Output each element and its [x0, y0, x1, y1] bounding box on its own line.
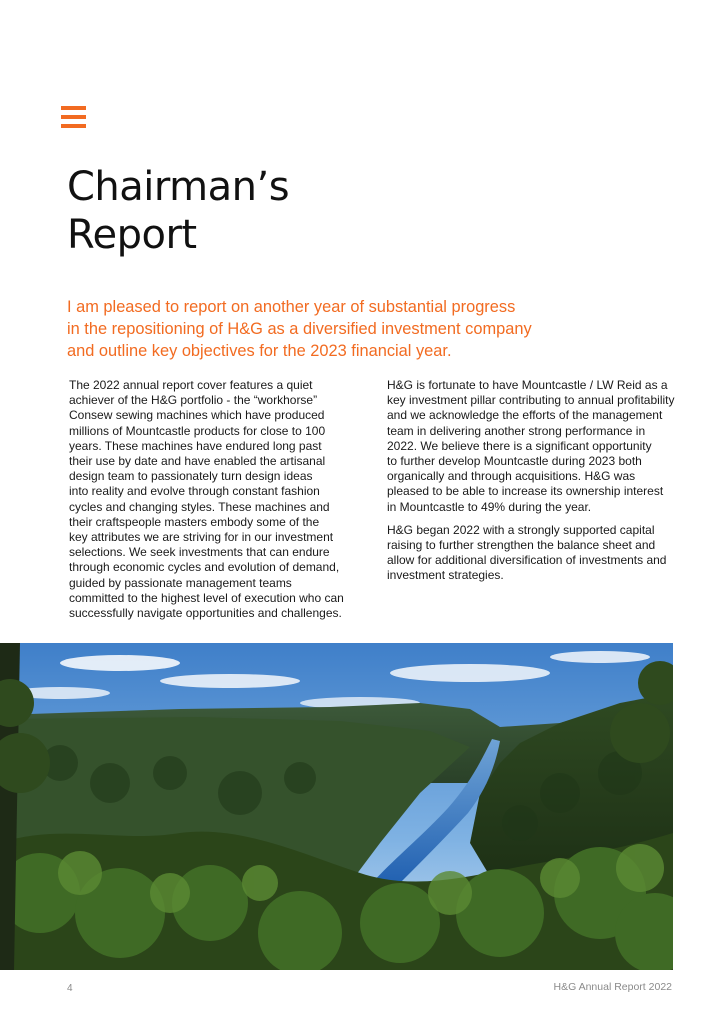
body-line: through economic cycles and evolution of demand,	[69, 560, 340, 575]
body-line: successfully navigate opportunities and challenges.	[69, 606, 342, 621]
body-line: selections. We seek investments that can endure	[69, 545, 330, 560]
left-column-text	[69, 378, 369, 621]
body-line: to further develop Mountcastle during 2023 both	[387, 454, 642, 469]
body-line: Consew sewing machines which have produced	[69, 408, 325, 423]
right-paragraph-2	[387, 523, 687, 584]
body-line: into reality and evolve through constant fashion	[69, 484, 320, 499]
body-line: years. These machines have endured long past	[69, 438, 322, 453]
hamburger-menu-icon[interactable]	[61, 106, 86, 128]
page-title	[67, 163, 467, 259]
right-paragraph-1	[387, 378, 687, 515]
intro-statement	[67, 296, 587, 362]
river-valley-photo	[0, 643, 673, 970]
body-line: The 2022 annual report cover features a quiet	[69, 378, 313, 392]
body-line: organically and through acquisitions. H&G was	[387, 469, 636, 484]
body-line: achiever of the H&G portfolio - the “workhorse”	[69, 393, 318, 408]
menu-bar	[61, 115, 86, 119]
body-line: millions of Mountcastle products for close to 100	[69, 423, 326, 438]
landscape-illustration	[0, 643, 673, 970]
intro-line: I am pleased to report on another year of substantial progress	[67, 298, 516, 316]
body-line: design team to passionately turn design ideas	[69, 469, 313, 484]
body-line: guided by passionate management teams	[69, 575, 292, 590]
body-line: cycles and changing styles. These machines and	[69, 499, 330, 514]
body-line: 2022. We believe there is a significant opportunity	[387, 438, 652, 453]
body-line: committed to the highest level of execution who can	[69, 590, 344, 605]
body-line: raising to further strengthen the balance sheet and	[387, 538, 656, 553]
body-line: their craftspeople masters embody some of the	[69, 514, 320, 529]
body-line: H&G began 2022 with a strongly supported capital	[387, 522, 655, 537]
body-line: in Mountcastle to 49% during the year.	[387, 499, 592, 514]
body-line: key attributes we are striving for in our investment	[69, 530, 334, 545]
menu-bar	[61, 124, 86, 128]
body-line: allow for additional diversification of investments and	[387, 553, 667, 568]
body-line: and we acknowledge the efforts of the management	[387, 408, 663, 423]
report-title-footer: H&G Annual Report 2022	[553, 981, 672, 993]
intro-line: and outline key objectives for the 2023 financial year.	[67, 342, 452, 360]
body-line: H&G is fortunate to have Mountcastle / LW Reid as a	[387, 378, 668, 392]
body-line: pleased to be able to increase its ownership interest	[387, 484, 664, 499]
body-line: investment strategies.	[387, 568, 504, 583]
page-number: 4	[67, 983, 73, 994]
right-column-text	[387, 378, 687, 584]
page-title-line: Report	[67, 212, 197, 258]
body-line: their use by date and have enabled the artisanal	[69, 454, 326, 469]
body-line: team in delivering another strong performance in	[387, 423, 646, 438]
page-title-line: Chairman’s	[67, 164, 290, 210]
intro-line: in the repositioning of H&G as a diversified investment company	[67, 320, 532, 338]
menu-bar	[61, 106, 86, 110]
body-line: key investment pillar contributing to annual profitability	[387, 393, 675, 408]
